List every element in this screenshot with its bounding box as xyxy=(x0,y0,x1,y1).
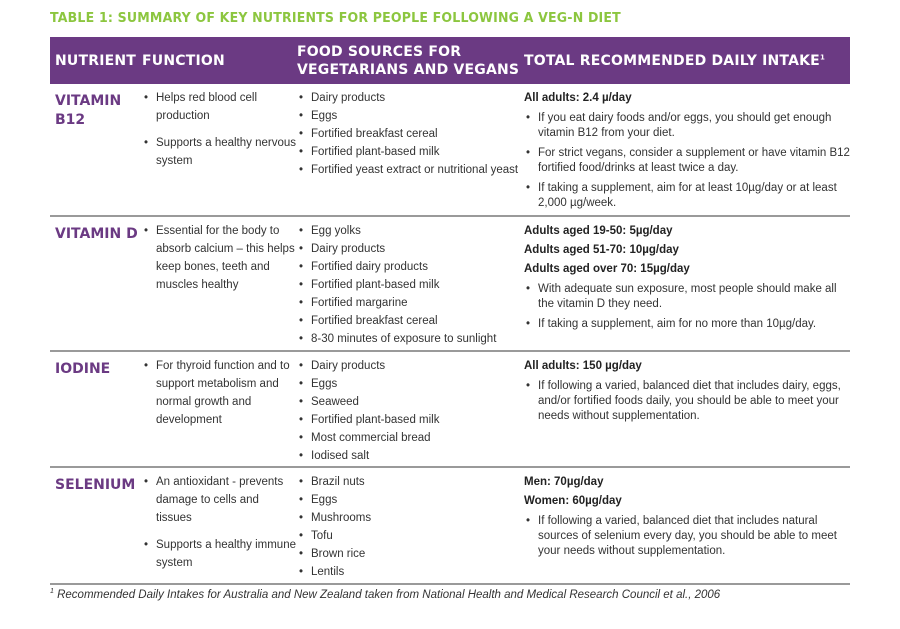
table-row xyxy=(50,468,850,585)
function-item: • Supports a healthy nervous system xyxy=(142,134,297,170)
function-cell xyxy=(142,217,297,350)
food-source-item: • Most commercial bread xyxy=(297,429,524,447)
nutrient-name-line1: SELENIUM xyxy=(55,477,136,493)
food-source-item: • Fortified breakfast cereal xyxy=(297,312,524,330)
function-cell xyxy=(142,84,297,215)
food-sources-cell xyxy=(297,217,524,350)
function-list xyxy=(142,222,297,294)
food-source-item: • Seaweed xyxy=(297,393,524,411)
intake-note: • With adequate sun exposure, most people should make all the vitamin D they need. xyxy=(524,282,850,312)
food-source-item: • Iodised salt xyxy=(297,447,524,465)
function-item: • Helps red blood cell production xyxy=(142,89,297,125)
function-cell xyxy=(142,352,297,466)
intake-cell xyxy=(524,84,850,215)
intake-cell xyxy=(524,352,850,466)
table-row xyxy=(50,84,850,217)
header-intake xyxy=(524,52,850,70)
function-item: • Essential for the body to absorb calcium – this helps keep bones, teeth and muscles healthy xyxy=(142,222,297,294)
intake-notes-list xyxy=(524,514,850,559)
food-sources-list xyxy=(297,222,524,348)
intake-amount: All adults: 2.4 µ/day xyxy=(524,92,632,104)
intake-note: • For strict vegans, consider a supplement or have vitamin B12 fortified food/drinks at least twice a day. xyxy=(524,146,850,176)
food-source-item: • Dairy products xyxy=(297,240,524,258)
intake-notes-list xyxy=(524,379,850,424)
intake-amount: All adults: 150 µg/day xyxy=(524,360,642,372)
nutrient-name-line1: VITAMIN D xyxy=(55,226,138,242)
food-source-item: • Lentils xyxy=(297,563,524,581)
function-item: • An antioxidant - prevents damage to cells and tissues xyxy=(142,473,297,527)
table-title: TABLE 1: SUMMARY OF KEY NUTRIENTS FOR PEOPLE FOLLOWING A VEG-N DIET xyxy=(50,10,621,26)
intake-notes-list xyxy=(524,282,850,332)
intake-amount: Adults aged over 70: 15µg/day xyxy=(524,263,690,275)
intake-amount: Men: 70µg/day xyxy=(524,476,604,488)
intake-amount: Adults aged 19-50: 5µg/day xyxy=(524,225,673,237)
function-item: • For thyroid function and to support metabolism and normal growth and development xyxy=(142,357,297,429)
food-source-item: • Dairy products xyxy=(297,357,524,375)
food-sources-list xyxy=(297,357,524,465)
intake-note: • If taking a supplement, aim for at least 10µg/day or at least 2,000 µg/week. xyxy=(524,181,850,211)
intake-amount: Adults aged 51-70: 10µg/day xyxy=(524,244,679,256)
food-source-item: • 8-30 minutes of exposure to sunlight xyxy=(297,330,524,348)
nutrient-name xyxy=(50,352,142,466)
food-source-item: • Dairy products xyxy=(297,89,524,107)
food-sources-list xyxy=(297,473,524,581)
header-function: FUNCTION xyxy=(142,52,225,69)
food-sources-cell xyxy=(297,84,524,215)
food-source-item: • Eggs xyxy=(297,375,524,393)
nutrient-name-line1: IODINE xyxy=(55,361,111,377)
nutrient-table xyxy=(50,37,850,585)
nutrient-name-line2: B12 xyxy=(55,112,86,128)
food-source-item: • Egg yolks xyxy=(297,222,524,240)
food-sources-cell xyxy=(297,352,524,466)
food-source-item: • Fortified plant-based milk xyxy=(297,143,524,161)
food-source-item: • Brown rice xyxy=(297,545,524,563)
function-list xyxy=(142,473,297,572)
nutrient-name xyxy=(50,468,142,583)
header-food-sources xyxy=(297,43,524,79)
intake-note: • If following a varied, balanced diet that includes dairy, eggs, and/or fortified foods daily, you should be able to meet your needs without supplementation. xyxy=(524,379,850,424)
food-source-item: • Eggs xyxy=(297,491,524,509)
nutrient-name-line1: VITAMIN xyxy=(55,93,122,109)
intake-cell xyxy=(524,217,850,350)
function-item: • Supports a healthy immune system xyxy=(142,536,297,572)
footnote-marker: 1 xyxy=(50,588,54,596)
header-intake-label: TOTAL RECOMMENDED DAILY INTAKE xyxy=(524,52,820,69)
food-source-item: • Tofu xyxy=(297,527,524,545)
intake-note: • If following a varied, balanced diet that includes natural sources of selenium every day, you should be able to meet your needs without supplementation. xyxy=(524,514,850,559)
food-source-item: • Fortified margarine xyxy=(297,294,524,312)
function-cell xyxy=(142,468,297,583)
food-source-item: • Fortified plant-based milk xyxy=(297,411,524,429)
footnote xyxy=(50,589,720,601)
nutrient-name xyxy=(50,84,142,215)
food-source-item: • Fortified dairy products xyxy=(297,258,524,276)
intake-cell xyxy=(524,468,850,583)
intake-note: • If you eat dairy foods and/or eggs, you should get enough vitamin B12 from your diet. xyxy=(524,111,850,141)
food-source-item: • Brazil nuts xyxy=(297,473,524,491)
intake-note: • If taking a supplement, aim for no more than 10µg/day. xyxy=(524,317,850,332)
food-sources-cell xyxy=(297,468,524,583)
table-row xyxy=(50,217,850,352)
header-intake-footnote-marker: 1 xyxy=(819,52,826,61)
food-source-item: • Mushrooms xyxy=(297,509,524,527)
intake-amount: Women: 60µg/day xyxy=(524,495,622,507)
food-source-item: • Fortified plant-based milk xyxy=(297,276,524,294)
intake-notes-list xyxy=(524,111,850,211)
footnote-text: Recommended Daily Intakes for Australia and New Zealand taken from National Health and Medical Research Council et al., 2006 xyxy=(57,589,721,601)
header-food-sources-line2: VEGETARIANS AND VEGANS xyxy=(297,61,520,78)
header-food-sources-line1: FOOD SOURCES FOR xyxy=(297,43,462,60)
food-source-item: • Fortified yeast extract or nutritional yeast xyxy=(297,161,524,179)
food-sources-list xyxy=(297,89,524,179)
function-list xyxy=(142,89,297,170)
food-source-item: • Eggs xyxy=(297,107,524,125)
table-header xyxy=(50,37,850,84)
header-nutrient: NUTRIENT xyxy=(55,52,137,69)
table-row xyxy=(50,352,850,468)
function-list xyxy=(142,357,297,429)
food-source-item: • Fortified breakfast cereal xyxy=(297,125,524,143)
nutrient-name xyxy=(50,217,142,350)
